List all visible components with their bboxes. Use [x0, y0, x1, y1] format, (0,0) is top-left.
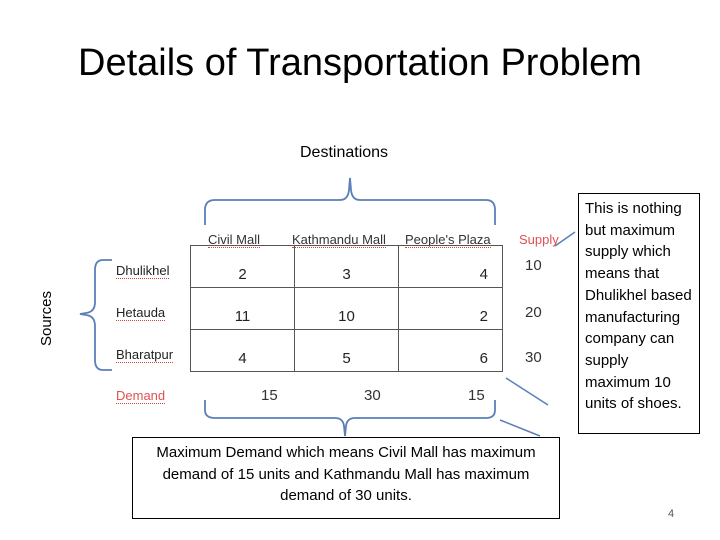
demand-pointer-line — [506, 378, 548, 405]
supply-callout: This is nothing but maximum supply which means that Dhulikhel based manufacturing company can supply maximum 10 units of shoes. — [578, 193, 700, 434]
cost-cell: 2 — [191, 246, 295, 288]
supply-header: Supply — [519, 232, 559, 247]
demand-value: 30 — [364, 387, 381, 404]
demand-callout: Maximum Demand which means Civil Mall has maximum demand of 15 units and Kathmandu Mall has maximum demand of 30 units. — [132, 437, 560, 519]
row-header-hetauda: Hetauda — [116, 305, 166, 320]
cost-cell: 2 — [399, 288, 503, 330]
destinations-label: Destinations — [300, 144, 389, 161]
row-header-dhulikhel: Dhulikhel — [116, 263, 170, 278]
demand-value: 15 — [468, 387, 485, 404]
page-number: 4 — [668, 508, 675, 520]
cost-cell: 4 — [191, 330, 295, 372]
sources-label: Sources — [38, 290, 55, 346]
cost-cell: 4 — [399, 246, 503, 288]
supply-value: 30 — [525, 349, 542, 366]
row-header-bharatpur: Bharatpur — [116, 347, 174, 362]
demand-header: Demand — [116, 388, 166, 403]
demand-pointer-line-2 — [500, 420, 540, 436]
destinations-brace — [205, 178, 495, 225]
table-row — [191, 246, 503, 288]
column-header-civil-mall: Civil Mall — [208, 232, 260, 247]
demand-brace — [205, 400, 495, 436]
sources-brace — [80, 260, 112, 370]
table-row — [191, 330, 503, 372]
table-row — [191, 288, 503, 330]
cost-cell: 5 — [295, 330, 399, 372]
cost-cell: 3 — [295, 246, 399, 288]
cost-cell: 6 — [399, 330, 503, 372]
cost-table — [190, 245, 503, 372]
cost-cell: 11 — [191, 288, 295, 330]
supply-value: 10 — [525, 257, 542, 274]
page-title: Details of Transportation Problem — [78, 42, 642, 84]
column-header-kathmandu-mall: Kathmandu Mall — [292, 232, 386, 247]
cost-cell: 10 — [295, 288, 399, 330]
demand-value: 15 — [261, 387, 278, 404]
column-header-peoples-plaza: People's Plaza — [405, 232, 491, 247]
supply-value: 20 — [525, 304, 542, 321]
